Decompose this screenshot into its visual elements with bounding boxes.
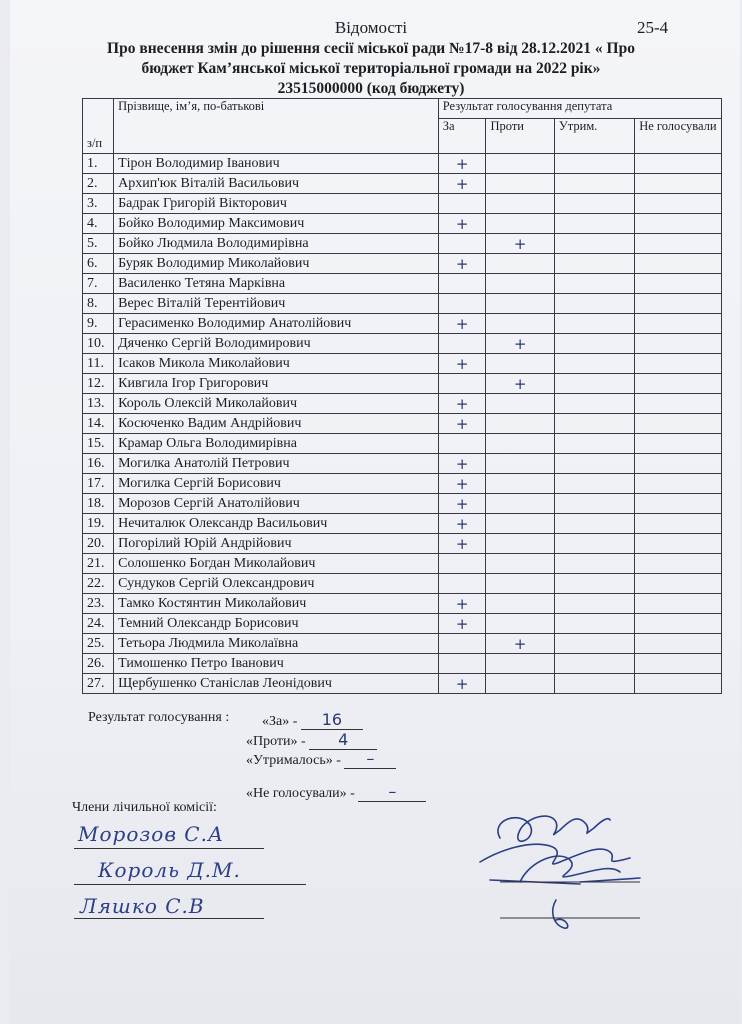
row-number: 1.	[83, 154, 114, 174]
row-vote-against	[486, 434, 554, 454]
results-not-voted-value: –	[358, 782, 426, 802]
row-vote-against	[486, 614, 554, 634]
row-name: Нечиталюк Олександр Васильович	[114, 514, 439, 534]
table-row	[83, 534, 722, 554]
table-row	[83, 494, 722, 514]
row-vote-for	[438, 274, 486, 294]
results-for-row	[262, 710, 363, 730]
row-number: 19.	[83, 514, 114, 534]
row-vote-abstain	[554, 254, 634, 274]
row-name: Буряк Володимир Миколайович	[114, 254, 439, 274]
row-vote-not-voted	[634, 294, 721, 314]
table-row	[83, 374, 722, 394]
voting-table-body	[83, 154, 722, 694]
row-vote-abstain	[554, 394, 634, 414]
table-row	[83, 414, 722, 434]
row-number: 26.	[83, 654, 114, 674]
table-row	[83, 394, 722, 414]
row-name: Тимошенко Петро Іванович	[114, 654, 439, 674]
results-for-label: «За» -	[262, 714, 298, 729]
row-vote-not-voted	[634, 234, 721, 254]
row-number: 6.	[83, 254, 114, 274]
row-vote-abstain	[554, 334, 634, 354]
table-row	[83, 334, 722, 354]
row-vote-against: +	[486, 374, 554, 394]
row-name: Бойко Людмила Володимирівна	[114, 234, 439, 254]
row-vote-against	[486, 534, 554, 554]
row-vote-for	[438, 634, 486, 654]
row-name: Погорілий Юрій Андрійович	[114, 534, 439, 554]
row-vote-for: +	[438, 494, 486, 514]
row-vote-against: +	[486, 334, 554, 354]
row-name: Кивгила Ігор Григорович	[114, 374, 439, 394]
row-name: Могилка Сергій Борисович	[114, 474, 439, 494]
header-number: з/п	[83, 99, 114, 154]
row-number: 14.	[83, 414, 114, 434]
row-vote-for: +	[438, 174, 486, 194]
row-vote-not-voted	[634, 274, 721, 294]
results-for-value: 16	[301, 710, 363, 730]
row-name: Бойко Володимир Максимович	[114, 214, 439, 234]
row-name: Дяченко Сергій Володимирович	[114, 334, 439, 354]
row-vote-abstain	[554, 294, 634, 314]
table-row	[83, 634, 722, 654]
row-vote-against	[486, 214, 554, 234]
row-vote-abstain	[554, 414, 634, 434]
row-vote-not-voted	[634, 314, 721, 334]
document-subtitle-line1: Про внесення змін до рішення сесії міської ради №17-8 від 28.12.2021 « Про	[107, 40, 635, 57]
row-number: 17.	[83, 474, 114, 494]
row-vote-for	[438, 374, 486, 394]
row-name: Крамар Ольга Володимирівна	[114, 434, 439, 454]
row-number: 8.	[83, 294, 114, 314]
row-vote-for: +	[438, 474, 486, 494]
row-name: Тетьора Людмила Миколаївна	[114, 634, 439, 654]
row-name: Василенко Тетяна Марківна	[114, 274, 439, 294]
handwritten-signatures	[460, 800, 650, 950]
row-vote-not-voted	[634, 334, 721, 354]
table-row	[83, 514, 722, 534]
row-vote-against	[486, 654, 554, 674]
row-vote-for	[438, 294, 486, 314]
header-against: Проти	[486, 119, 554, 154]
document-title: Відомості	[334, 18, 408, 37]
row-vote-abstain	[554, 154, 634, 174]
row-vote-not-voted	[634, 174, 721, 194]
table-row	[83, 254, 722, 274]
row-vote-abstain	[554, 634, 634, 654]
row-vote-against	[486, 674, 554, 694]
results-against-value: 4	[309, 730, 377, 750]
table-row	[83, 474, 722, 494]
row-vote-against	[486, 194, 554, 214]
table-row	[83, 674, 722, 694]
row-vote-abstain	[554, 654, 634, 674]
row-vote-not-voted	[634, 414, 721, 434]
row-name: Щербушенко Станіслав Леонідович	[114, 674, 439, 694]
row-vote-abstain	[554, 174, 634, 194]
row-name: Архип'юк Віталій Васильович	[114, 174, 439, 194]
row-vote-against	[486, 414, 554, 434]
table-row	[83, 214, 722, 234]
results-against-row	[246, 730, 377, 750]
row-name: Бадрак Григорій Вікторович	[114, 194, 439, 214]
row-vote-against	[486, 354, 554, 374]
header-name: Прізвище, ім’я, по-батькові	[114, 99, 439, 154]
row-number: 24.	[83, 614, 114, 634]
row-vote-for: +	[438, 394, 486, 414]
row-vote-against	[486, 594, 554, 614]
row-vote-against: +	[486, 634, 554, 654]
row-vote-not-voted	[634, 354, 721, 374]
table-row	[83, 294, 722, 314]
row-vote-against	[486, 274, 554, 294]
table-row	[83, 174, 722, 194]
document-subtitle-line3: 23515000000 (код бюджету)	[277, 80, 465, 97]
header-abstain: Утрим.	[554, 119, 634, 154]
row-vote-abstain	[554, 234, 634, 254]
row-name: Сундуков Сергій Олександрович	[114, 574, 439, 594]
row-vote-abstain	[554, 514, 634, 534]
row-name: Тамко Костянтин Миколайович	[114, 594, 439, 614]
results-label: Результат голосування :	[88, 710, 230, 725]
row-vote-for	[438, 334, 486, 354]
row-vote-against	[486, 254, 554, 274]
row-vote-abstain	[554, 314, 634, 334]
row-vote-for: +	[438, 514, 486, 534]
row-name: Тірон Володимир Іванович	[114, 154, 439, 174]
row-vote-against	[486, 394, 554, 414]
signature-line-1	[74, 848, 264, 849]
row-vote-not-voted	[634, 494, 721, 514]
row-vote-abstain	[554, 214, 634, 234]
row-vote-not-voted	[634, 554, 721, 574]
row-name: Морозов Сергій Анатолійович	[114, 494, 439, 514]
row-vote-abstain	[554, 554, 634, 574]
row-vote-abstain	[554, 534, 634, 554]
row-vote-not-voted	[634, 514, 721, 534]
row-vote-for: +	[438, 534, 486, 554]
table-row	[83, 314, 722, 334]
row-vote-for	[438, 194, 486, 214]
row-vote-against	[486, 314, 554, 334]
row-vote-not-voted	[634, 374, 721, 394]
table-row	[83, 154, 722, 174]
row-number: 11.	[83, 354, 114, 374]
row-vote-not-voted	[634, 614, 721, 634]
row-number: 9.	[83, 314, 114, 334]
row-number: 16.	[83, 454, 114, 474]
voting-table	[82, 98, 722, 694]
table-row	[83, 654, 722, 674]
row-vote-not-voted	[634, 674, 721, 694]
row-vote-for	[438, 554, 486, 574]
row-vote-not-voted	[634, 594, 721, 614]
row-vote-abstain	[554, 674, 634, 694]
row-vote-for	[438, 234, 486, 254]
results-against-label: «Проти» -	[246, 734, 306, 749]
row-vote-against	[486, 514, 554, 534]
row-number: 21.	[83, 554, 114, 574]
table-row	[83, 614, 722, 634]
row-number: 3.	[83, 194, 114, 214]
row-number: 23.	[83, 594, 114, 614]
row-vote-for: +	[438, 314, 486, 334]
row-vote-for: +	[438, 354, 486, 374]
row-vote-not-voted	[634, 254, 721, 274]
row-vote-not-voted	[634, 634, 721, 654]
row-vote-for: +	[438, 414, 486, 434]
results-not-voted-label: «Не голосували» -	[246, 786, 355, 801]
row-vote-against: +	[486, 234, 554, 254]
row-vote-not-voted	[634, 574, 721, 594]
row-name: Косюченко Вадим Андрійович	[114, 414, 439, 434]
row-vote-not-voted	[634, 534, 721, 554]
row-vote-for: +	[438, 594, 486, 614]
results-abstain-value: –	[344, 749, 396, 769]
row-vote-against	[486, 574, 554, 594]
row-number: 4.	[83, 214, 114, 234]
row-vote-for	[438, 574, 486, 594]
row-vote-abstain	[554, 574, 634, 594]
row-vote-not-voted	[634, 214, 721, 234]
row-number: 13.	[83, 394, 114, 414]
results-not-voted-row	[246, 782, 426, 802]
commission-label: Члени лічильної комісії:	[72, 800, 217, 815]
row-vote-not-voted	[634, 654, 721, 674]
row-number: 27.	[83, 674, 114, 694]
table-row	[83, 354, 722, 374]
row-vote-against	[486, 174, 554, 194]
row-number: 18.	[83, 494, 114, 514]
row-number: 12.	[83, 374, 114, 394]
row-number: 22.	[83, 574, 114, 594]
signature-line-2	[74, 884, 306, 885]
row-vote-not-voted	[634, 394, 721, 414]
results-abstain-row	[246, 749, 396, 769]
row-vote-against	[486, 474, 554, 494]
row-name: Темний Олександр Борисович	[114, 614, 439, 634]
commission-member-3: Ляшко С.В	[80, 894, 205, 918]
row-vote-for: +	[438, 154, 486, 174]
row-vote-for: +	[438, 674, 486, 694]
row-number: 25.	[83, 634, 114, 654]
row-vote-abstain	[554, 194, 634, 214]
row-number: 7.	[83, 274, 114, 294]
row-number: 5.	[83, 234, 114, 254]
row-number: 15.	[83, 434, 114, 454]
row-vote-abstain	[554, 434, 634, 454]
table-row	[83, 554, 722, 574]
row-vote-against	[486, 554, 554, 574]
table-row	[83, 434, 722, 454]
row-vote-for: +	[438, 214, 486, 234]
row-name: Король Олексій Миколайович	[114, 394, 439, 414]
table-row	[83, 194, 722, 214]
results-abstain-label: «Утрималось» -	[246, 753, 341, 768]
table-row	[83, 234, 722, 254]
row-vote-abstain	[554, 594, 634, 614]
row-vote-for: +	[438, 254, 486, 274]
header-result-group: Результат голосування депутата	[438, 99, 721, 119]
row-name: Герасименко Володимир Анатолійович	[114, 314, 439, 334]
row-vote-for	[438, 434, 486, 454]
row-name: Могилка Анатолій Петрович	[114, 454, 439, 474]
row-vote-abstain	[554, 374, 634, 394]
row-vote-abstain	[554, 614, 634, 634]
commission-member-1: Морозов С.А	[78, 822, 225, 846]
row-vote-not-voted	[634, 434, 721, 454]
row-vote-abstain	[554, 494, 634, 514]
row-name: Верес Віталій Терентійович	[114, 294, 439, 314]
table-row	[83, 574, 722, 594]
document-number: 25-4	[637, 18, 669, 37]
row-vote-not-voted	[634, 154, 721, 174]
row-vote-abstain	[554, 454, 634, 474]
row-vote-abstain	[554, 354, 634, 374]
row-vote-abstain	[554, 474, 634, 494]
header-for: За	[438, 119, 486, 154]
row-vote-not-voted	[634, 474, 721, 494]
row-vote-against	[486, 154, 554, 174]
row-name: Солошенко Богдан Миколайович	[114, 554, 439, 574]
row-vote-not-voted	[634, 454, 721, 474]
table-row	[83, 454, 722, 474]
row-vote-against	[486, 454, 554, 474]
document-subtitle-line2: бюджет Кам’янської міської територіальної громади на 2022 рік»	[141, 60, 601, 77]
row-vote-not-voted	[634, 194, 721, 214]
row-number: 10.	[83, 334, 114, 354]
table-row	[83, 274, 722, 294]
row-name: Ісаков Микола Миколайович	[114, 354, 439, 374]
commission-member-2: Король Д.М.	[98, 858, 241, 882]
table-row	[83, 594, 722, 614]
row-number: 2.	[83, 174, 114, 194]
row-vote-abstain	[554, 274, 634, 294]
row-vote-against	[486, 494, 554, 514]
row-number: 20.	[83, 534, 114, 554]
row-vote-against	[486, 294, 554, 314]
row-vote-for: +	[438, 614, 486, 634]
signature-line-3	[74, 918, 264, 919]
header-not-voted: Не голосували	[634, 119, 721, 154]
row-vote-for	[438, 654, 486, 674]
row-vote-for: +	[438, 454, 486, 474]
